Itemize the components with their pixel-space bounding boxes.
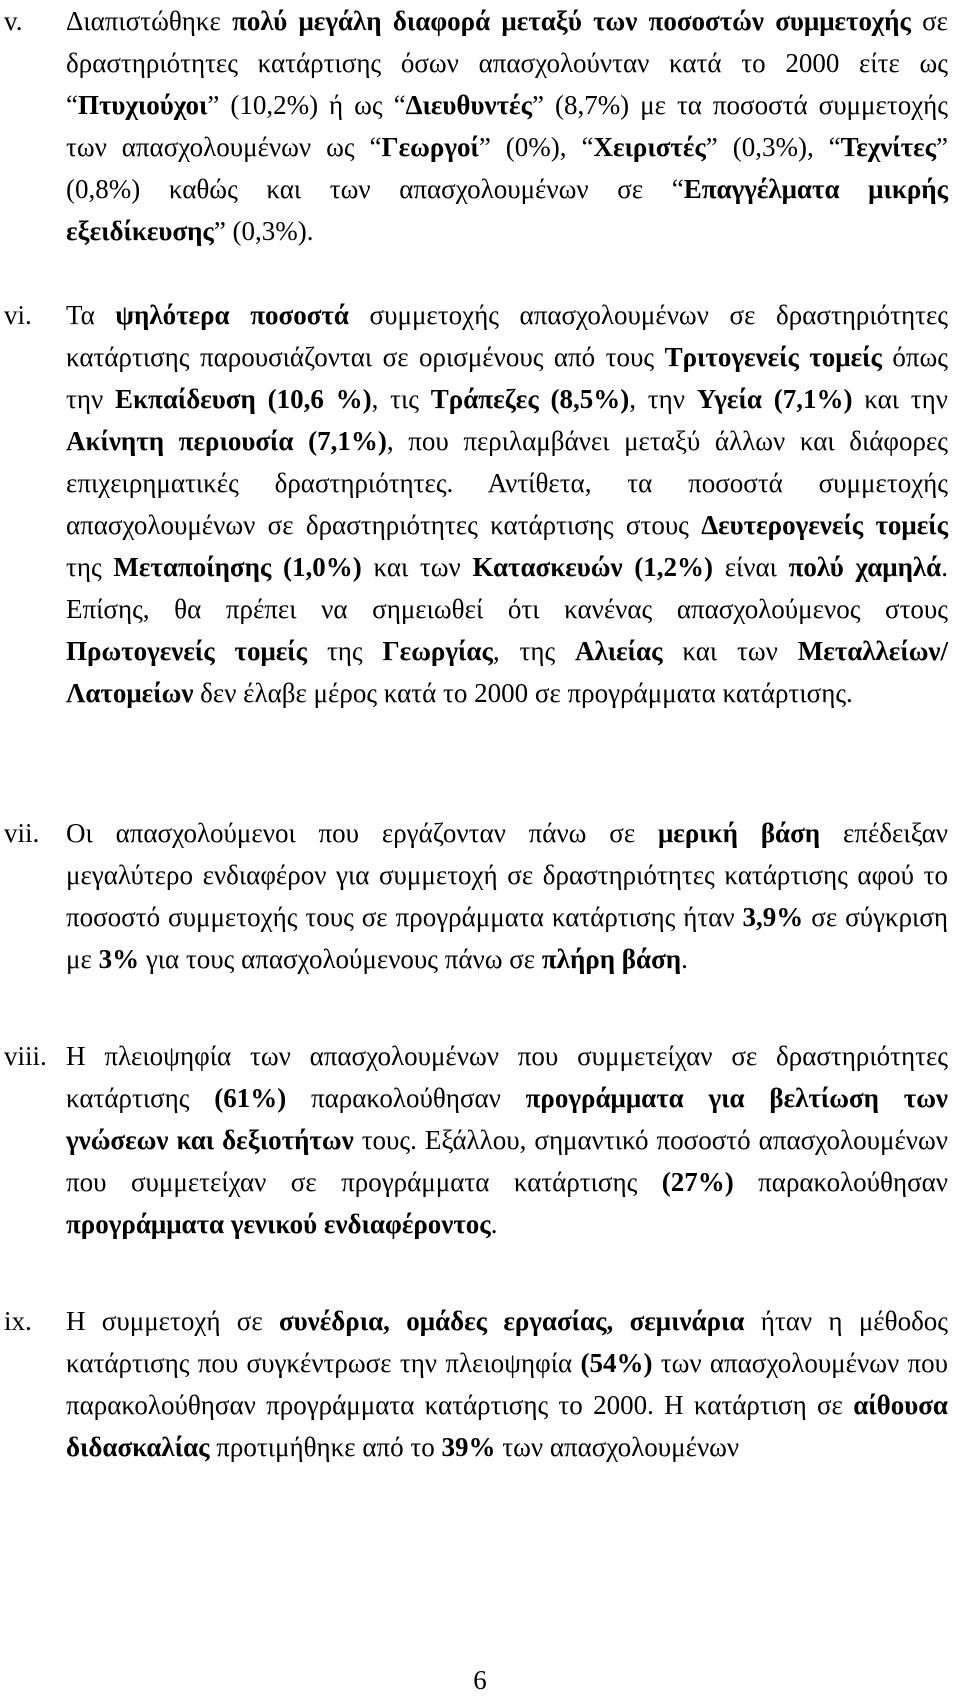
bold-text-run: προγράμματα για βελτίωση των γνώσεων και δεξιοτήτων bbox=[66, 1083, 948, 1155]
list-marker: vii. bbox=[4, 818, 40, 848]
text-run: ” (8,7%) με τα ποσοστά συμμετοχής των απασχολουμένων ως “ bbox=[66, 90, 948, 162]
text-run: . bbox=[681, 944, 688, 974]
paragraph-text bbox=[66, 1300, 948, 1468]
text-run: και των bbox=[361, 552, 473, 582]
bold-text-run: Γεωργοί bbox=[381, 132, 479, 162]
bold-text-run: πλήρη βάση bbox=[541, 944, 682, 974]
bold-text-run: 3% bbox=[98, 944, 140, 974]
bold-text-run: Γεωργίας bbox=[382, 636, 493, 666]
text-run: συμμετοχής απασχολουμένων σε δραστηριότητες κατάρτισης παρουσιάζονται σε ορισμένους από τους bbox=[66, 300, 948, 372]
text-run: Διαπιστώθηκε bbox=[66, 6, 233, 36]
text-run: , την bbox=[629, 384, 697, 414]
text-run: ” (10,2%) ή ως “ bbox=[207, 90, 406, 120]
bold-text-run: Χειριστές bbox=[593, 132, 706, 162]
text-run: για τους απασχολούμενους πάνω σε bbox=[139, 944, 542, 974]
text-run: της bbox=[66, 552, 114, 582]
list-marker: vi. bbox=[4, 300, 32, 330]
bold-text-run: πολύ μεγάλη διαφορά μεταξύ των ποσοστών συμμετοχής bbox=[232, 6, 911, 36]
text-run: , που περιλαμβάνει μεταξύ άλλων και διάφορες επιχειρηματικές δραστηριότητες. Αντίθετα, τα ποσοστά συμμετοχής απασχολουμένων σε δραστηριότητες κατάρτισης στους bbox=[66, 426, 948, 540]
bold-text-run: ψηλότερα ποσοστά bbox=[115, 300, 349, 330]
text-run: , της bbox=[492, 636, 576, 666]
text-run: σε δραστηριότητες κατάρτισης όσων απασχολούνταν κατά το 2000 είτε ως “ bbox=[66, 6, 948, 120]
bold-text-run: Αλιείας bbox=[575, 636, 663, 666]
text-run: . bbox=[490, 1209, 498, 1239]
bold-text-run: αίθουσα διδασκαλίας bbox=[66, 1390, 948, 1462]
text-run: παρακολούθησαν bbox=[733, 1167, 948, 1197]
bold-text-run: (54%) bbox=[580, 1348, 653, 1378]
text-run: δεν έλαβε μέρος κατά το 2000 σε προγράμματα κατάρτισης. bbox=[193, 678, 853, 708]
text-run: σε σύγκριση με bbox=[66, 902, 948, 974]
bold-text-run: Κατασκευών (1,2%) bbox=[472, 552, 713, 582]
text-run: ” (0%), “ bbox=[478, 132, 594, 162]
text-run: των απασχολουμένων bbox=[495, 1432, 740, 1462]
bold-text-run: (61%) bbox=[214, 1083, 287, 1113]
bold-text-run: Μεταποίησης (1,0%) bbox=[113, 552, 362, 582]
text-run: των απασχολουμένων που παρακολούθησαν προγράμματα κατάρτισης το 2000. Η κατάρτιση σε bbox=[66, 1348, 948, 1420]
bold-text-run: Πρωτογενείς τομείς bbox=[66, 636, 308, 666]
page-number: 6 bbox=[473, 1665, 487, 1695]
text-run: και την bbox=[852, 384, 948, 414]
bold-text-run: Δευτερογενείς τομείς bbox=[701, 510, 949, 540]
bold-text-run: 39% bbox=[441, 1432, 496, 1462]
list-marker: v. bbox=[4, 6, 23, 36]
bold-text-run: Επαγγέλματα μικρής εξειδίκευσης bbox=[66, 174, 948, 246]
text-run: και των bbox=[662, 636, 798, 666]
paragraph-text bbox=[66, 294, 948, 714]
text-run: επέδειξαν μεγαλύτερο ενδιαφέρον για συμμετοχή σε δραστηριότητες κατάρτισης αφού το ποσοστό συμμετοχής τους σε προγράμματα κατάρτισης ήταν bbox=[66, 818, 948, 932]
bold-text-run: Πτυχιούχοι bbox=[77, 90, 208, 120]
paragraph-text bbox=[66, 812, 948, 980]
list-marker: ix. bbox=[4, 1306, 32, 1336]
bold-text-run: πολύ χαμηλά bbox=[788, 552, 942, 582]
paragraph-text bbox=[66, 0, 948, 252]
text-run: ” (0,3%). bbox=[213, 216, 314, 246]
text-run: παρακολούθησαν bbox=[286, 1083, 526, 1113]
bold-text-run: Υγεία (7,1%) bbox=[696, 384, 853, 414]
text-run: Η συμμετοχή σε bbox=[66, 1306, 279, 1336]
text-run: Η πλειοψηφία των απασχολουμένων που συμμετείχαν σε δραστηριότητες κατάρτισης bbox=[66, 1041, 948, 1113]
text-run: Τα bbox=[66, 300, 116, 330]
text-run: ” (0,3%), “ bbox=[705, 132, 841, 162]
bold-text-run: Ακίνητη περιουσία (7,1%) bbox=[66, 426, 387, 456]
bold-text-run: (27%) bbox=[661, 1167, 734, 1197]
bold-text-run: Τεχνίτες bbox=[840, 132, 937, 162]
bold-text-run: 3,9% bbox=[742, 902, 804, 932]
bold-text-run: μερική βάση bbox=[658, 818, 821, 848]
text-run: προτιμήθηκε από το bbox=[209, 1432, 442, 1462]
bold-text-run: Εκπαίδευση (10,6 %) bbox=[114, 384, 372, 414]
bold-text-run: Τριτογενείς τομείς bbox=[664, 342, 882, 372]
text-run: , τις bbox=[371, 384, 431, 414]
bold-text-run: συνέδρια, ομάδες εργασίας, σεμινάρια bbox=[278, 1306, 745, 1336]
bold-text-run: Τράπεζες (8,5%) bbox=[430, 384, 630, 414]
paragraph-text bbox=[66, 1035, 948, 1245]
bold-text-run: Μεταλλείων/Λατομείων bbox=[66, 636, 949, 708]
bold-text-run: Διευθυντές bbox=[405, 90, 532, 120]
text-run: τους. Εξάλλου, σημαντικό ποσοστό απασχολουμένων που συμμετείχαν σε προγράμματα κατάρτισης bbox=[66, 1125, 948, 1197]
text-run: . Επίσης, θα πρέπει να σημειωθεί ότι κανένας απασχολούμενος στους bbox=[66, 552, 948, 624]
text-run: Οι απασχολούμενοι που εργάζονταν πάνω σε bbox=[66, 818, 658, 848]
text-run: ” (0,8%) καθώς και των απασχολουμένων σε “ bbox=[66, 132, 948, 204]
list-marker: viii. bbox=[4, 1041, 47, 1071]
text-run: της bbox=[307, 636, 383, 666]
text-run: ήταν η μέθοδος κατάρτισης που συγκέντρωσε την πλειοψηφία bbox=[66, 1306, 948, 1378]
text-run: είναι bbox=[713, 552, 789, 582]
text-run: όπως την bbox=[66, 342, 948, 414]
bold-text-run: προγράμματα γενικού ενδιαφέροντος bbox=[66, 1209, 491, 1239]
